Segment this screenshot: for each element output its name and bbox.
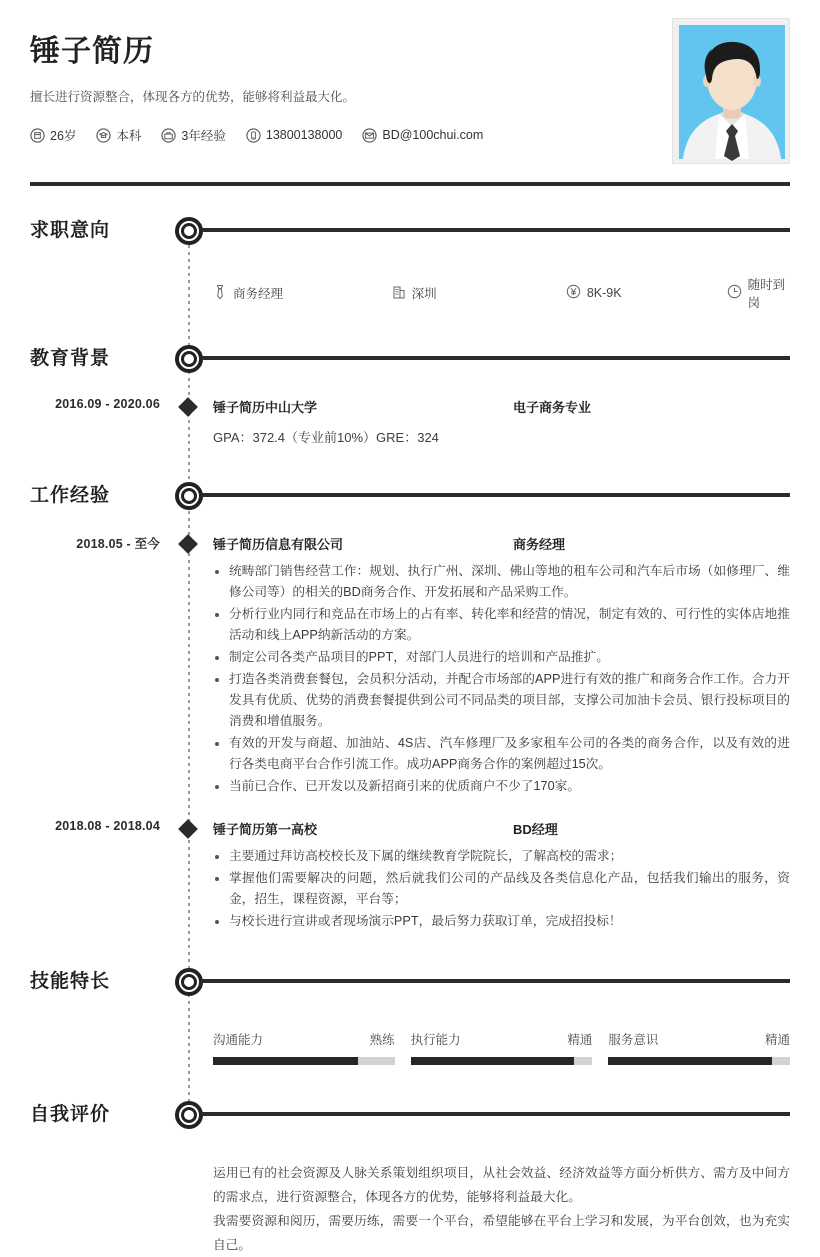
section-rule — [201, 493, 790, 497]
skill-header — [213, 1030, 395, 1048]
skill-progress-track — [213, 1057, 395, 1065]
section-header-skills — [0, 960, 820, 1004]
meta-item-experience — [161, 126, 225, 144]
entry-date: 2018.08 - 2018.04 — [55, 819, 160, 833]
avatar-illustration — [679, 25, 783, 157]
section-title: 工作经验 — [30, 485, 111, 506]
section-title: 求职意向 — [30, 220, 111, 241]
list-item: 当前已合作、已开发以及新招商引来的优质商户不少了170家。 — [213, 776, 790, 797]
section-rule — [201, 979, 790, 983]
skill-name: 服务意识 — [608, 1033, 659, 1047]
timeline-diamond-icon — [178, 819, 198, 839]
section-job-intention — [0, 209, 820, 311]
meta-label-age: 26岁 — [50, 129, 77, 143]
entry-organization: 锤子简历第一高校 — [213, 822, 318, 837]
resume-header — [0, 0, 820, 195]
meta-label-email: BD@100chui.com — [382, 128, 484, 142]
self-evaluation-paragraph: 运用已有的社会资源及人脉关系策划组织项目，从社会效益、经济效益等方面分析供方、需方及中间方的需求点，进行资源整合，体现各方的优势，能够将利益最大化。 — [213, 1166, 790, 1204]
skill-header — [608, 1030, 790, 1048]
briefcase-icon — [161, 128, 176, 143]
list-item: 掌握他们需要解决的问题，然后就我们公司的产品线及各类信息化产品，包括我们输出的服务，资金，招生，课程资源，平台等； — [213, 868, 790, 910]
meta-item-email — [362, 128, 483, 143]
list-item: 有效的开发与商超、加油站、4S店、汽车修理厂及多家租车公司的各类的商务合作，以及有效的进行各类电商平台合作引流工作。成功APP商务合作的案例超过15次。 — [213, 733, 790, 775]
entry-subtext: GPA：372.4（专业前10%）GRE：324 — [213, 430, 439, 445]
entry-header — [213, 534, 790, 553]
list-item: 分析行业内同行和竞品在市场上的占有率、转化率和经营的情况，制定有效的、可行性的实体店地推活动和线上APP纳新活动的方案。 — [213, 604, 790, 646]
entry-date: 2018.05 - 至今 — [76, 537, 160, 551]
page-title: 锤子简历 — [30, 35, 154, 68]
section-rule — [201, 356, 790, 360]
responsibility-list — [213, 561, 790, 797]
skill-header — [411, 1030, 593, 1048]
skill-name: 执行能力 — [410, 1033, 461, 1047]
portrait-figure-icon — [679, 25, 785, 159]
intent-label-city: 深圳 — [411, 287, 437, 301]
section-education — [0, 337, 820, 446]
section-self-evaluation — [0, 1093, 820, 1257]
building-icon — [392, 284, 406, 303]
work-entry — [0, 819, 820, 932]
list-item: 打造各类消费套餐包，会员积分活动，并配合市场部的APP进行有效的推广和商务合作工作。合力开发具有优质、优势的消费套餐提供到公司不同品类的项目部，支撑公司加油卡会员、银行投标项目的消费和增值服务。 — [213, 669, 790, 732]
tie-icon — [213, 284, 227, 303]
section-marker-icon — [175, 217, 203, 245]
skill-progress-fill — [411, 1057, 575, 1065]
section-marker-icon — [175, 1101, 203, 1129]
list-item: 主要通过拜访高校校长及下属的继续教育学院院长，了解高校的需求； — [213, 846, 790, 867]
header-divider — [30, 182, 790, 186]
self-evaluation-body — [213, 1161, 790, 1257]
responsibility-list — [213, 846, 790, 932]
entry-header — [213, 397, 790, 416]
intent-label-availability: 随时到岗 — [747, 278, 786, 310]
skill-name: 沟通能力 — [213, 1033, 264, 1047]
entry-role: 商务经理 — [513, 537, 566, 552]
meta-label-phone: 13800138000 — [265, 128, 343, 142]
skill-progress-fill — [608, 1057, 772, 1065]
header-tagline: 擅长进行资源整合，体现各方的优势，能够将利益最大化。 — [30, 90, 356, 104]
skill-item — [608, 1030, 790, 1065]
meta-item-phone — [246, 128, 342, 143]
education-entry — [0, 397, 820, 446]
skill-item — [411, 1030, 593, 1065]
clock-icon — [727, 284, 742, 302]
entry-organization: 锤子简历中山大学 — [213, 400, 318, 415]
section-header-education — [0, 337, 820, 381]
section-title: 自我评价 — [30, 1104, 111, 1125]
skill-progress-fill — [213, 1057, 358, 1065]
skill-item — [213, 1030, 395, 1065]
intent-label-position: 商务经理 — [233, 287, 284, 301]
skill-progress-track — [411, 1057, 593, 1065]
intent-item-availability — [727, 275, 790, 311]
entry-role: 电子商务专业 — [513, 400, 592, 415]
intent-item-salary — [566, 275, 727, 311]
skills-list — [213, 1030, 790, 1065]
entry-organization: 锤子简历信息有限公司 — [213, 537, 344, 552]
meta-label-education: 本科 — [116, 129, 142, 143]
section-title: 技能特长 — [30, 971, 111, 992]
timeline-diamond-icon — [178, 534, 198, 554]
skill-level: 精通 — [765, 1033, 791, 1047]
section-header-job-intention — [0, 209, 820, 253]
section-work-experience — [0, 474, 820, 932]
job-intention-list — [213, 275, 790, 311]
section-header-work — [0, 474, 820, 518]
entry-date: 2016.09 - 2020.06 — [55, 397, 160, 411]
skill-progress-track — [608, 1057, 790, 1065]
timeline-diamond-icon — [178, 397, 198, 417]
intent-label-salary: 8K-9K — [586, 286, 622, 300]
entry-header — [213, 819, 790, 838]
section-header-self-evaluation — [0, 1093, 820, 1137]
meta-item-age — [30, 126, 76, 144]
section-rule — [201, 1112, 790, 1116]
work-entry — [0, 534, 820, 797]
meta-label-experience: 3年经验 — [181, 129, 226, 143]
section-marker-icon — [175, 968, 203, 996]
calendar-icon — [30, 128, 45, 143]
email-icon — [362, 128, 377, 143]
intent-item-city — [392, 275, 566, 311]
self-evaluation-paragraph: 我需要资源和阅历，需要历练，需要一个平台，希望能够在平台上学习和发展，为平台创效，也为充实自己。 — [213, 1214, 790, 1252]
list-item: 统畴部门销售经营工作：规划、执行广州、深圳、佛山等地的租车公司和汽车后市场（如修理厂、维修公司等）的相关的BD商务合作、开发拓展和产品采购工作。 — [213, 561, 790, 603]
section-marker-icon — [175, 345, 203, 373]
list-item: 制定公司各类产品项目的PPT，对部门人员进行的培训和产品推扩。 — [213, 647, 790, 668]
section-marker-icon — [175, 482, 203, 510]
section-rule — [201, 228, 790, 232]
skill-level: 熟练 — [369, 1033, 395, 1047]
section-skills — [0, 960, 820, 1065]
skill-level: 精通 — [567, 1033, 593, 1047]
phone-icon — [246, 128, 261, 143]
entry-role: BD经理 — [513, 822, 558, 837]
list-item: 与校长进行宣讲或者现场演示PPT，最后努力获取订单，完成招投标！ — [213, 911, 790, 932]
intent-item-position — [213, 275, 392, 311]
yuan-icon — [566, 284, 581, 302]
avatar — [672, 18, 790, 164]
meta-item-education — [96, 126, 141, 144]
section-title: 教育背景 — [30, 348, 111, 369]
graduation-icon — [96, 128, 111, 143]
